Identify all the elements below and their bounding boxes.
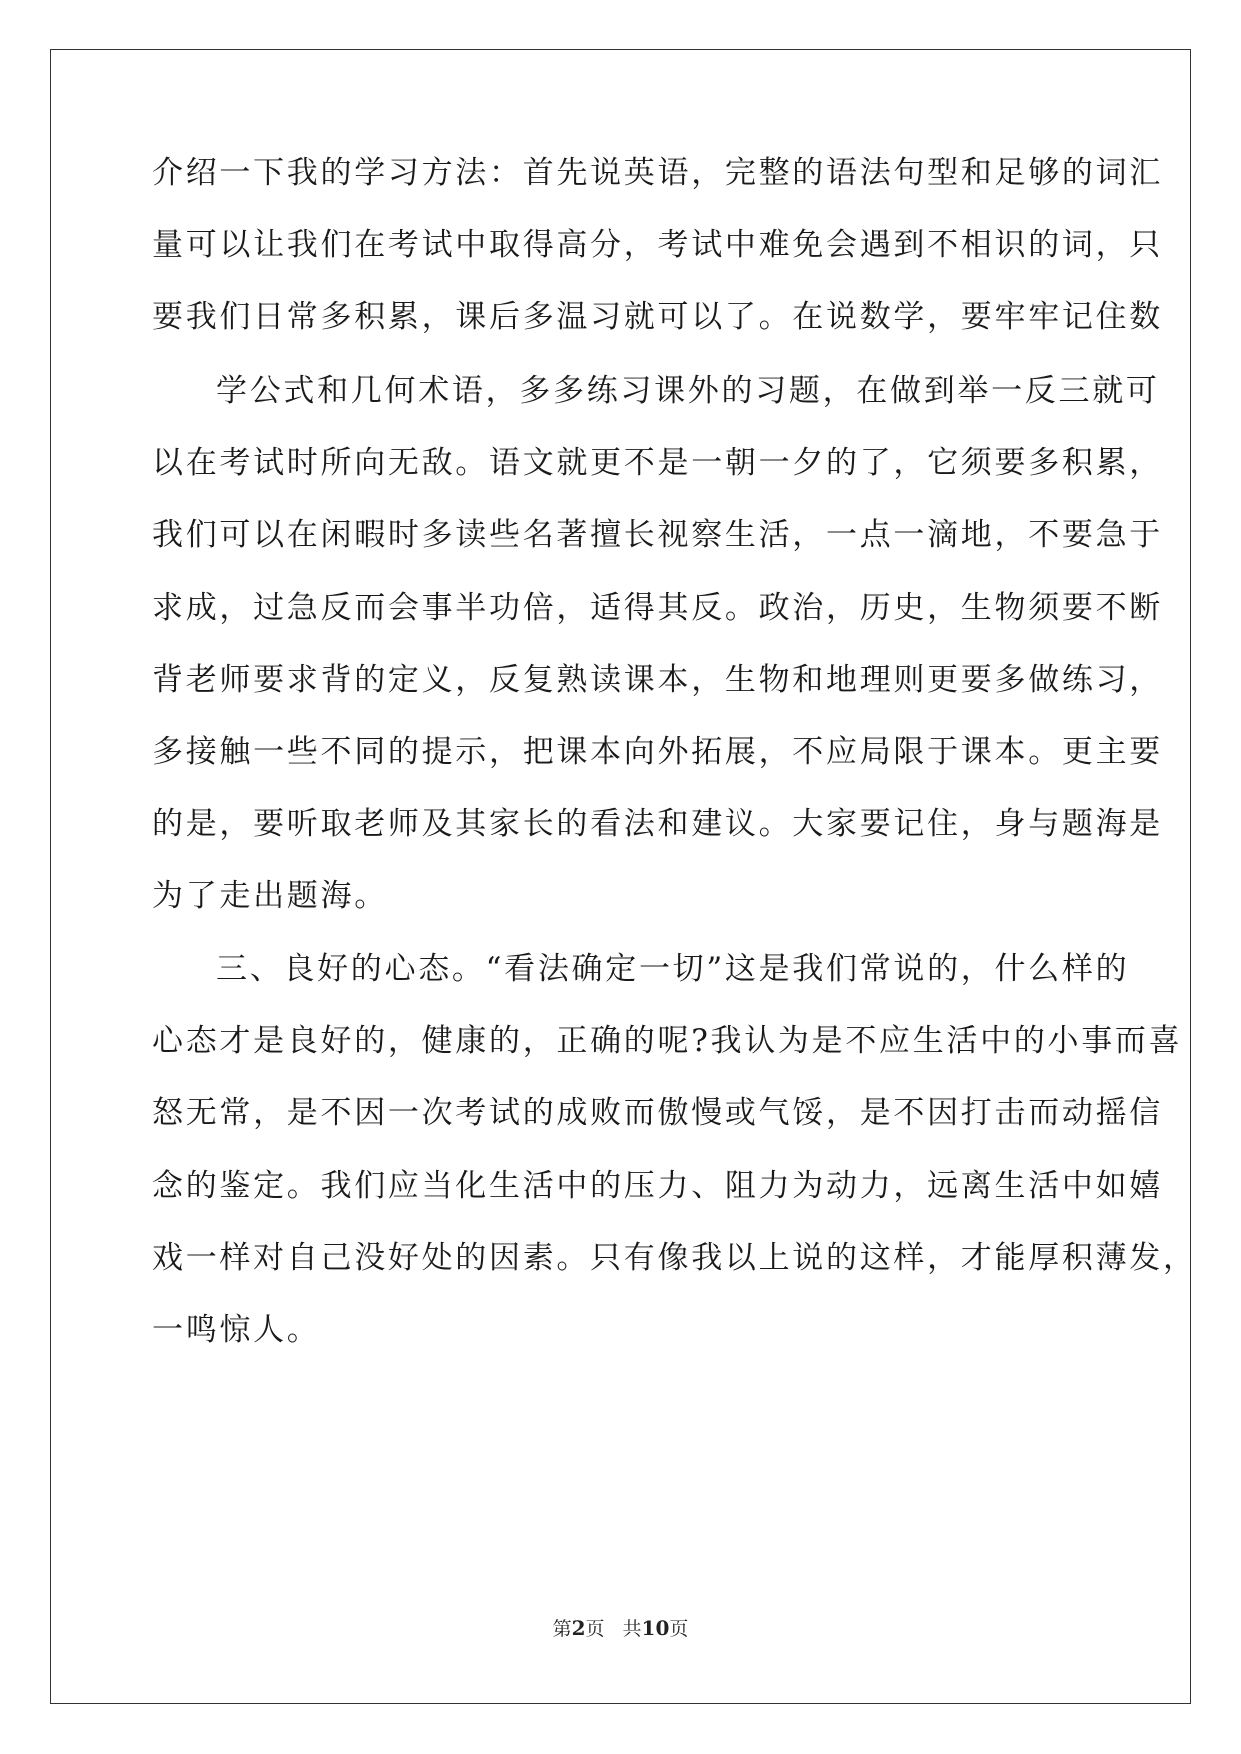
body-text-line: 要我们日常多积累，课后多温习就可以了。在说数学，要牢牢记住数 (152, 299, 1163, 335)
body-text-line: 的是，要听取老师及其家长的看法和建议。大家要记住，身与题海是 (152, 806, 1163, 842)
footer-page-number: 2 (571, 1616, 586, 1640)
body-text-line: 背老师要求背的定义，反复熟读课本，生物和地理则更要多做练习， (152, 662, 1163, 698)
body-text-line: 介绍一下我的学习方法：首先说英语，完整的语法句型和足够的词汇 (152, 155, 1163, 191)
body-text-line: 学公式和几何术语，多多练习课外的习题，在做到举一反三就可 (216, 373, 1160, 409)
body-text-line: 我们可以在闲暇时多读些名著擅长视察生活，一点一滴地，不要急于 (152, 517, 1163, 553)
body-text-line: 求成，过急反而会事半功倍，适得其反。政治，历史，生物须要不断 (152, 590, 1163, 626)
body-text-line: 一鸣惊人。 (152, 1312, 321, 1348)
footer-page-suffix: 页 (585, 1618, 605, 1640)
body-text-line: 为了走出题海。 (152, 878, 388, 914)
footer-total-prefix: 共 (622, 1618, 642, 1640)
body-text-line: 以在考试时所向无敌。语文就更不是一朝一夕的了，它须要多积累， (152, 445, 1163, 481)
body-text-line: 心态才是良好的，健康的，正确的呢?我认为是不应生活中的小事而喜 (152, 1023, 1183, 1059)
body-text-line: 量可以让我们在考试中取得高分，考试中难免会遇到不相识的词，只 (152, 227, 1163, 263)
footer-total-pages: 10 (641, 1616, 670, 1640)
footer-page-prefix: 第 (552, 1618, 572, 1640)
body-text-line: 多接触一些不同的提示，把课本向外拓展，不应局限于课本。更主要 (152, 734, 1163, 770)
body-text-line: 怒无常，是不因一次考试的成败而傲慢或气馁，是不因打击而动摇信 (152, 1095, 1163, 1131)
footer-total-suffix: 页 (669, 1618, 689, 1640)
body-text-line: 三、良好的心态。“看法确定一切”这是我们常说的，什么样的 (216, 951, 1130, 987)
body-text-line: 戏一样对自己没好处的因素。只有像我以上说的这样，才能厚积薄发， (152, 1240, 1197, 1276)
body-text-line: 念的鉴定。我们应当化生活中的压力、阻力为动力，远离生活中如嬉 (152, 1168, 1163, 1204)
page-footer (0, 1616, 1241, 1641)
